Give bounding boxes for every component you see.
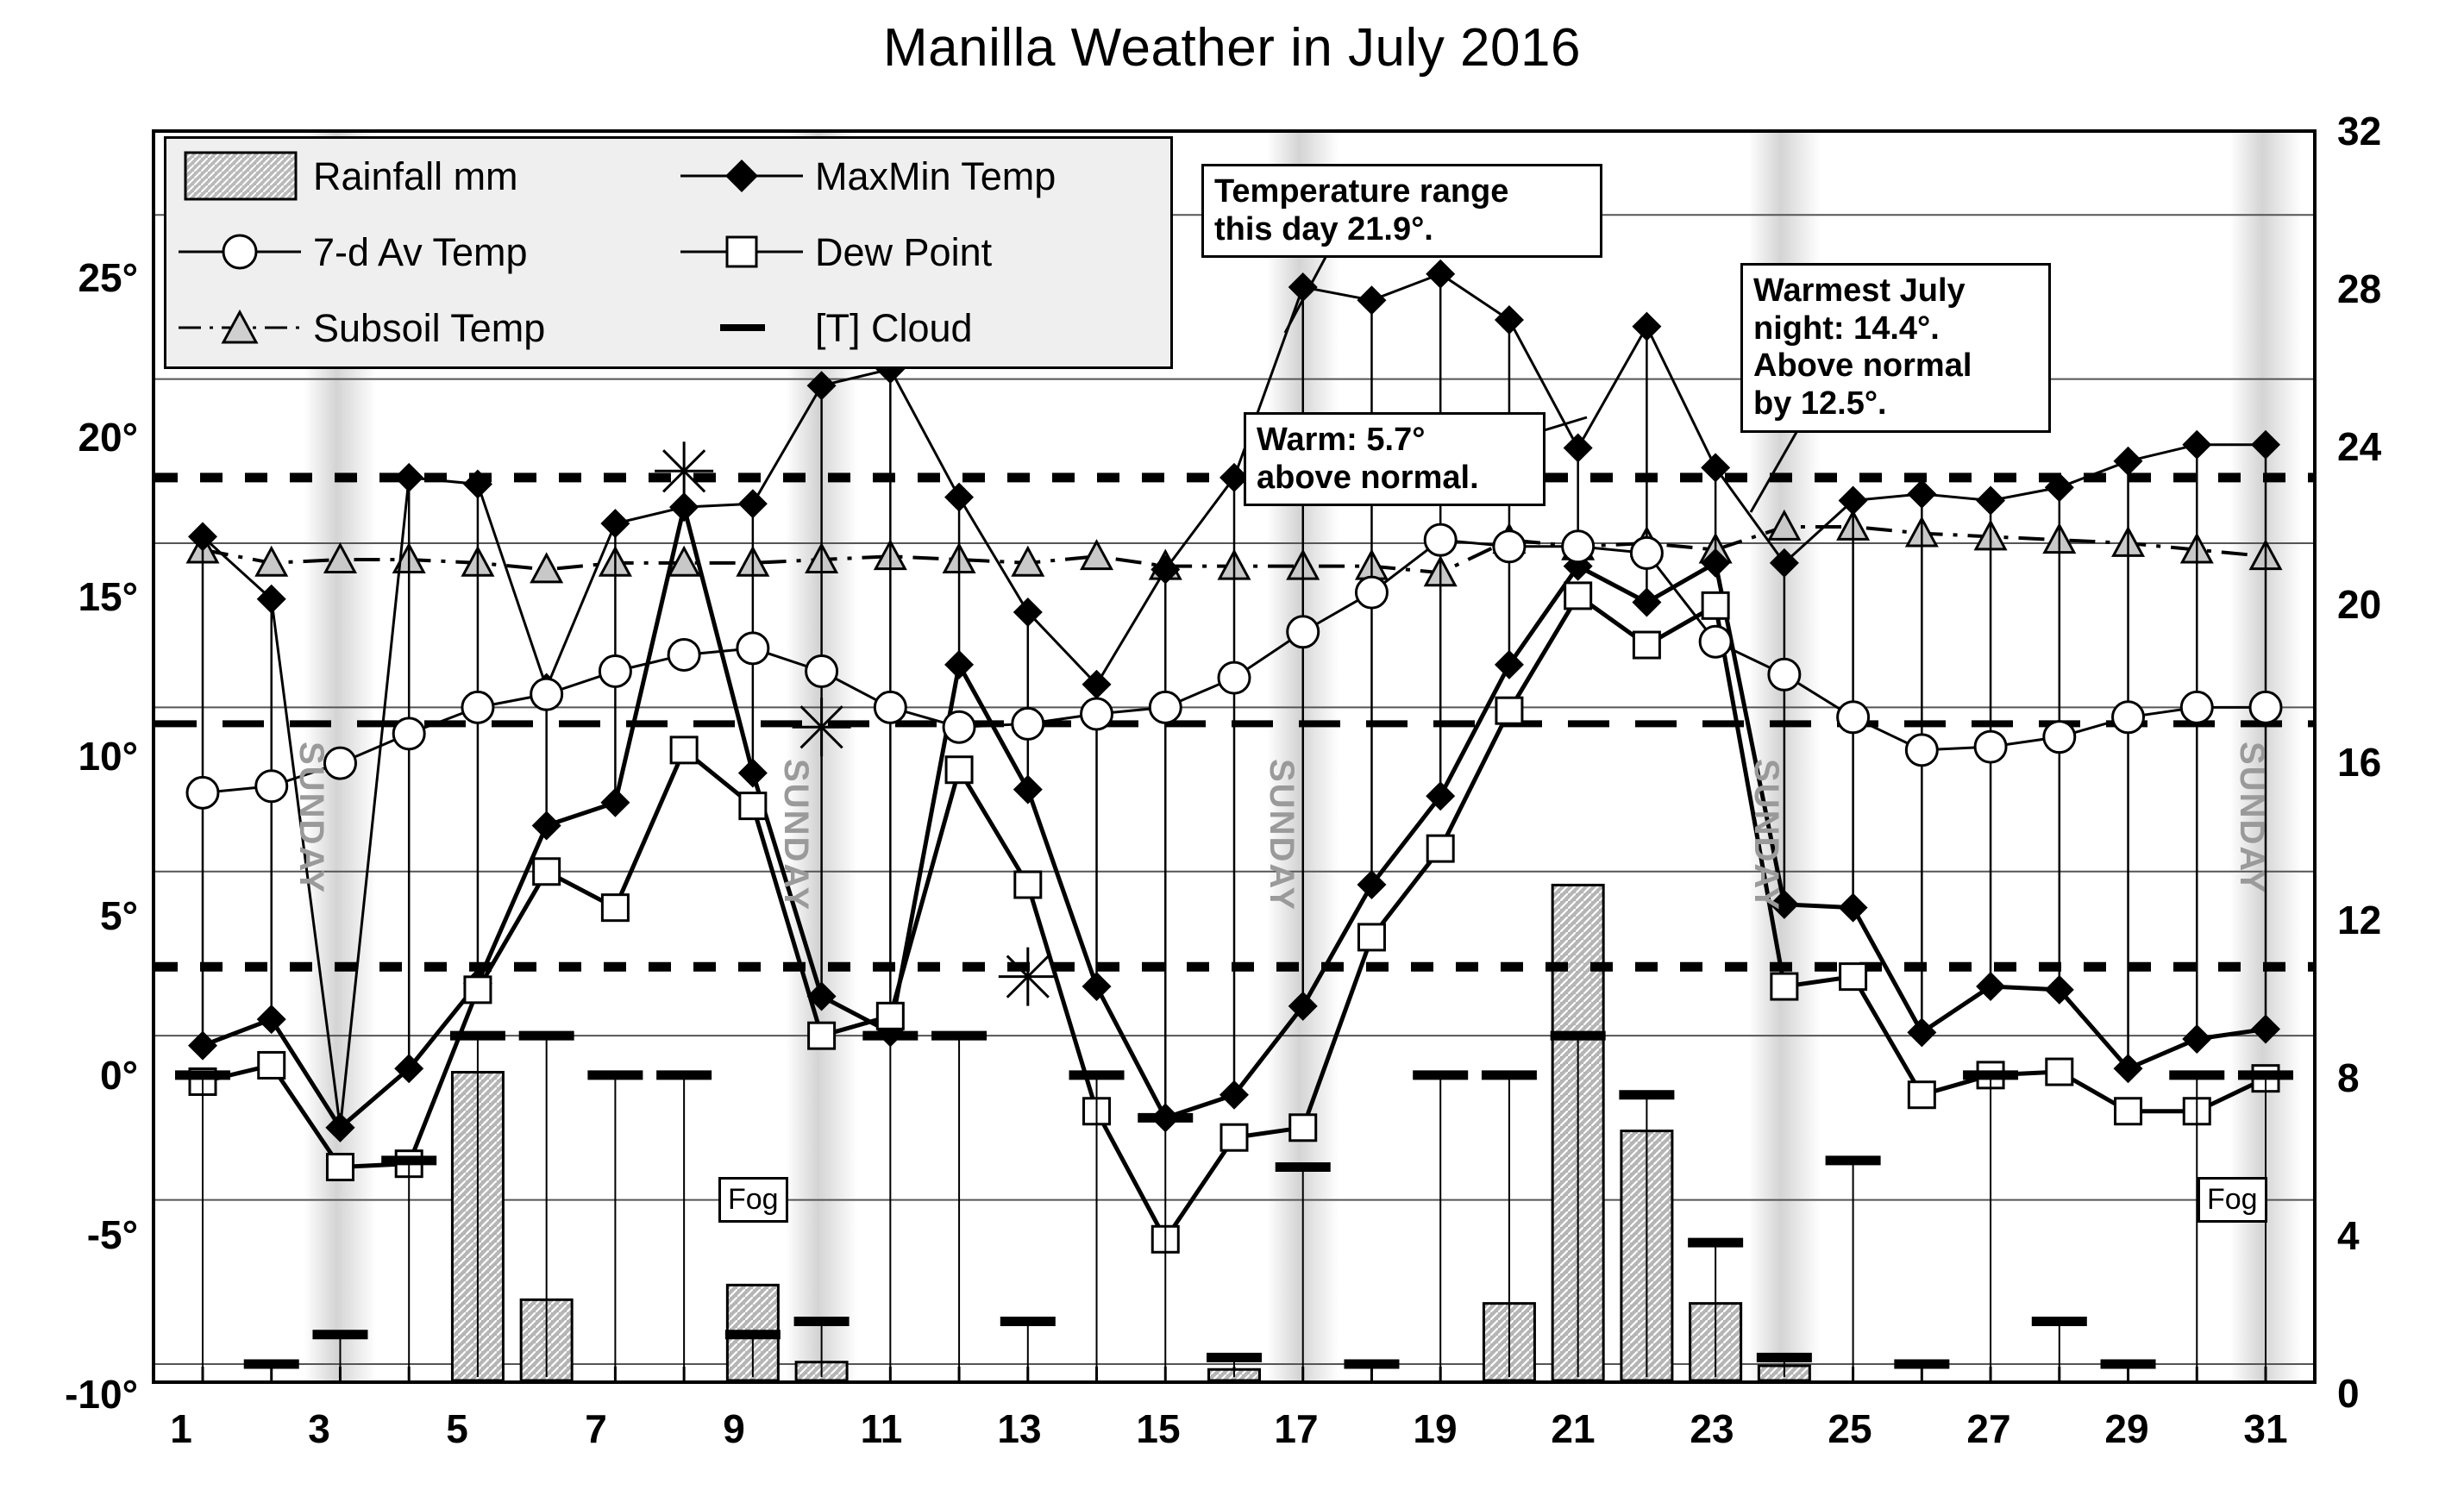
legend-label-maxmin: MaxMin Temp bbox=[815, 153, 1056, 198]
bar-swatch-icon bbox=[166, 139, 313, 215]
diamond-marker-icon bbox=[668, 139, 815, 215]
sunday-label-31: SUNDAY bbox=[2233, 742, 2271, 895]
x-axis-tick-19: 19 bbox=[1413, 1406, 1458, 1451]
circle-marker-icon bbox=[166, 215, 313, 291]
y-axis-right-tick-20: 20 bbox=[2337, 582, 2382, 627]
callout-warm-line1: Warm: 5.7° bbox=[1257, 422, 1426, 458]
legend-label-cloud: [T] Cloud bbox=[815, 305, 973, 350]
callout-warm-above-normal bbox=[1244, 412, 1545, 506]
y-axis-right-tick-28: 28 bbox=[2337, 266, 2382, 311]
legend-label-rainfall: Rainfall mm bbox=[313, 153, 518, 198]
callout-night-line2: night: 14.4°. bbox=[1753, 310, 1940, 347]
y-axis-left-tick-neg10: -10° bbox=[65, 1372, 138, 1417]
y-axis-left-tick-10: 10° bbox=[78, 734, 138, 779]
x-axis-tick-3: 3 bbox=[308, 1406, 330, 1451]
callout-temperature-range bbox=[1201, 164, 1602, 258]
x-axis-tick-31: 31 bbox=[2243, 1406, 2288, 1451]
callout-night-line4: by 12.5°. bbox=[1753, 385, 1887, 423]
sunday-label-24: SUNDAY bbox=[1747, 759, 1785, 912]
legend-label-dew-point: Dew Point bbox=[815, 229, 993, 274]
x-axis-tick-1: 1 bbox=[170, 1406, 192, 1451]
legend-label-subsoil: Subsoil Temp bbox=[313, 305, 546, 350]
legend-label-7d-av: 7-d Av Temp bbox=[313, 229, 528, 274]
x-axis-tick-11: 11 bbox=[860, 1406, 903, 1451]
x-axis-tick-21: 21 bbox=[1551, 1406, 1596, 1451]
sunday-label-10: SUNDAY bbox=[777, 759, 815, 912]
legend-item-dew-point bbox=[668, 215, 1170, 291]
chart-legend bbox=[164, 136, 1173, 369]
x-axis-tick-7: 7 bbox=[585, 1406, 607, 1451]
callout-night-line1: Warmest July bbox=[1753, 272, 1966, 309]
triangle-marker-icon bbox=[166, 291, 313, 366]
dash-marker-icon bbox=[668, 291, 815, 366]
sunday-label-3: SUNDAY bbox=[292, 742, 330, 895]
x-axis-tick-5: 5 bbox=[446, 1406, 468, 1451]
x-axis-tick-29: 29 bbox=[2104, 1406, 2149, 1451]
y-axis-right-tick-0: 0 bbox=[2337, 1371, 2360, 1416]
legend-item-rainfall bbox=[166, 139, 668, 215]
x-axis-tick-13: 13 bbox=[997, 1406, 1042, 1451]
fog-label-day28: Fog bbox=[2198, 1177, 2267, 1223]
sunday-label-17: SUNDAY bbox=[1263, 759, 1301, 912]
y-axis-right-tick-32: 32 bbox=[2337, 109, 2382, 153]
square-marker-icon bbox=[668, 215, 815, 291]
legend-item-maxmin bbox=[668, 139, 1170, 215]
x-axis-tick-15: 15 bbox=[1136, 1406, 1181, 1451]
legend-item-7d-av bbox=[166, 215, 668, 291]
x-axis-tick-25: 25 bbox=[1828, 1406, 1872, 1451]
callout-warm-line2: above normal. bbox=[1257, 459, 1479, 496]
x-axis-tick-9: 9 bbox=[723, 1406, 745, 1451]
y-axis-left-tick-5: 5° bbox=[100, 893, 138, 938]
x-axis-tick-17: 17 bbox=[1274, 1406, 1319, 1451]
callout-warmest-july-night bbox=[1740, 263, 2051, 433]
y-axis-right-tick-16: 16 bbox=[2337, 740, 2382, 785]
y-axis-right-tick-12: 12 bbox=[2337, 898, 2382, 942]
y-axis-left-tick-25: 25° bbox=[78, 255, 138, 300]
y-axis-left-tick-neg5: -5° bbox=[86, 1212, 138, 1257]
y-axis-left-tick-15: 15° bbox=[78, 574, 138, 619]
legend-item-cloud bbox=[668, 291, 1170, 366]
callout-range-line2: this day 21.9°. bbox=[1214, 210, 1433, 247]
chart-title: Manilla Weather in July 2016 bbox=[883, 18, 1581, 78]
fog-label-day9: Fog bbox=[718, 1177, 788, 1223]
y-axis-right-tick-24: 24 bbox=[2337, 424, 2382, 469]
callout-range-line1: Temperature range bbox=[1214, 173, 1509, 210]
y-axis-left-tick-20: 20° bbox=[78, 415, 138, 460]
callout-night-line3: Above normal bbox=[1753, 347, 1972, 385]
y-axis-left-tick-0: 0° bbox=[100, 1053, 138, 1098]
legend-item-subsoil bbox=[166, 291, 668, 366]
y-axis-right-tick-4: 4 bbox=[2337, 1213, 2360, 1258]
x-axis-tick-23: 23 bbox=[1690, 1406, 1734, 1451]
x-axis-tick-27: 27 bbox=[1966, 1406, 2011, 1451]
y-axis-right-tick-8: 8 bbox=[2337, 1055, 2360, 1100]
